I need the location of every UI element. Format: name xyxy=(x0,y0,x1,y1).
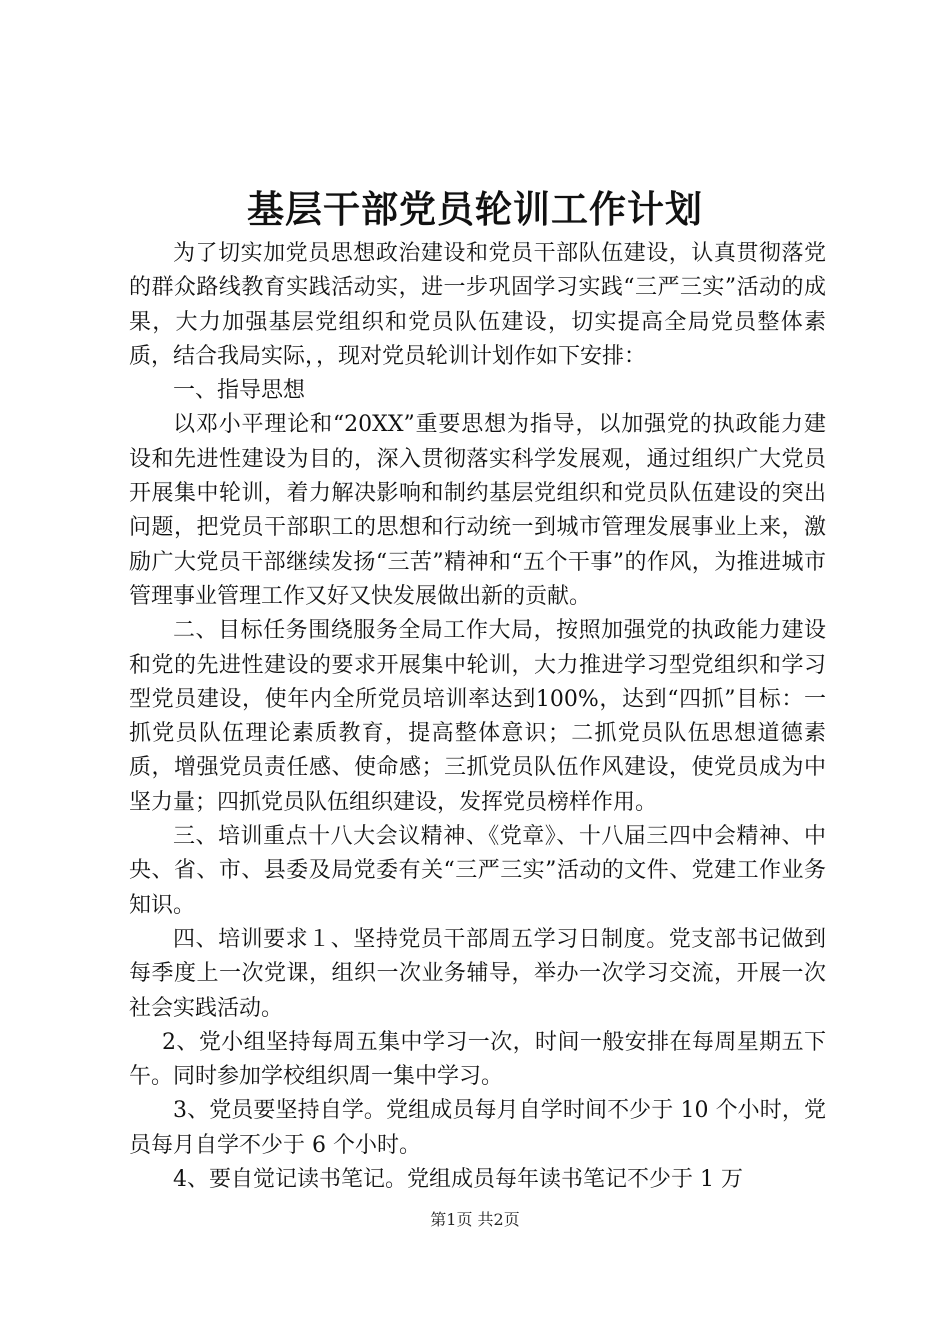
paragraph-requirement-2: 2、党小组坚持每周五集中学习一次，时间一般安排在每周星期五下午。同时参加学校组织周一集中学习。 xyxy=(129,1029,826,1090)
section-heading-guiding-ideology: 一、指导思想 xyxy=(173,378,306,404)
paragraph-training-requirements: 四、培训要求１、坚持党员干部周五学习日制度。党支部书记做到每季度上一次党课，组织一次业务辅导，举办一次学习交流，开展一次社会实践活动。 xyxy=(129,926,826,1021)
paragraph-requirement-4: 4、要自觉记读书笔记。党组成员每年读书笔记不少于 1 万 xyxy=(173,1167,743,1193)
paragraph-intro: 为了切实加党员思想政治建设和党员干部队伍建设，认真贯彻落党的群众路线教育实践活动实，进一步巩固学习实践“三严三实”活动的成果，大力加强基层党组织和党员队伍建设，切实提高全局党员整体素质，结合我局实际，，现对党员轮训计划作如下安排： xyxy=(129,241,826,369)
page-footer: 第1页 共2页 xyxy=(430,1210,520,1229)
paragraph-training-focus: 三、培训重点十八大会议精神、《党章》、十八届三四中会精神、中央、省、市、县委及局党委有关“三严三实”活动的文件、党建工作业务知识。 xyxy=(129,824,826,918)
paragraph-goals-tasks: 二、目标任务围绕服务全局工作大局，按照加强党的执政能力建设和党的先进性建设的要求开展集中轮训，大力推进学习型党组织和学习型党员建设，使年内全所党员培训率达到100%，达到“四抓”目标：一抓党员队伍理论素质教育，提高整体意识；二抓党员队伍思想道德素质，增强党员责任感、使命感；三抓党员队伍作风建设，使党员成为中坚力量；四抓党员队伍组织建设，发挥党员榜样作用。 xyxy=(129,618,826,815)
paragraph-requirement-3: 3、党员要坚持自学。党组成员每月自学时间不少于 10 个小时，党员每月自学不少于 6 个小时。 xyxy=(129,1098,826,1158)
document-title: 基层干部党员轮训工作计划 xyxy=(247,187,703,231)
document-body xyxy=(129,237,826,1197)
paragraph-guiding-ideology: 以邓小平理论和“20XX”重要思想为指导，以加强党的执政能力建设和先进性建设为目的，深入贯彻落实科学发展观，通过组织广大党员开展集中轮训，着力解决影响和制约基层党组织和党员队伍建设的突出问题，把党员干部职工的思想和行动统一到城市管理发展事业上来，激励广大党员干部继续发扬“三苦”精神和“五个干事”的作风，为推进城市管理事业管理工作又好又快发展做出新的贡献。 xyxy=(129,412,826,609)
